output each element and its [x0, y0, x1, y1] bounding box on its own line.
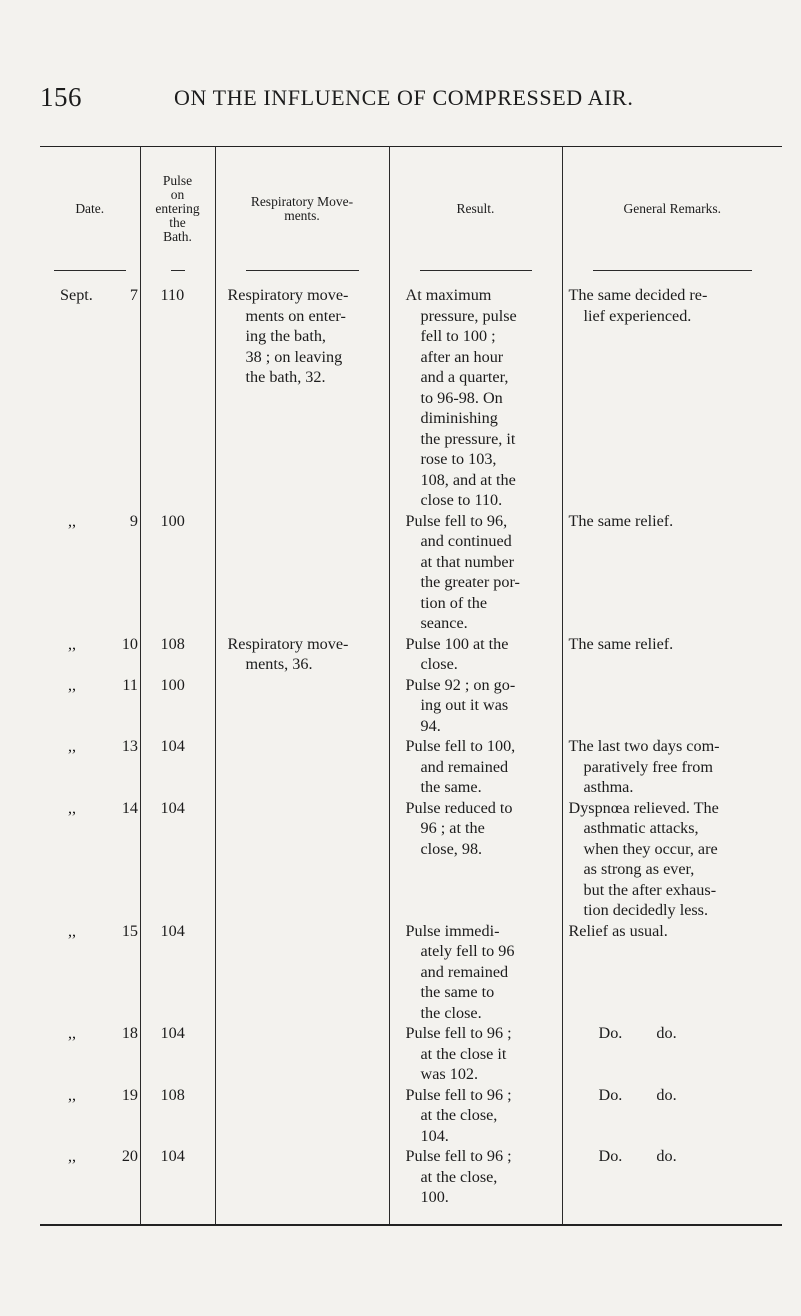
date-month: ,,	[68, 511, 77, 530]
date-cell	[40, 271, 140, 511]
date-day: 18	[121, 1024, 138, 1042]
date-day: 10	[121, 634, 138, 653]
respiratory-cell	[215, 798, 389, 921]
respiratory-line: Respiratory move-	[227, 634, 349, 653]
result-line: 94.	[420, 716, 441, 735]
table-row	[40, 736, 782, 798]
result-line: Pulse fell to 96 ;	[405, 1085, 512, 1104]
table-row	[40, 1085, 782, 1147]
remarks-line: asthma.	[583, 778, 634, 796]
pulse-cell: 100	[140, 511, 215, 634]
result-cell	[389, 634, 562, 675]
date-cell	[40, 1085, 140, 1147]
padding-cell	[40, 1208, 140, 1225]
date-cell	[40, 736, 140, 798]
remarks-line: Relief as usual.	[568, 921, 668, 940]
column-header-result: Result.	[389, 147, 562, 272]
pulse-header-line: Bath.	[163, 229, 192, 244]
respiratory-cell	[215, 271, 389, 511]
result-line: to 96-98. On	[420, 388, 503, 407]
remarks-line: The same relief.	[568, 634, 674, 653]
result-line: at the close,	[420, 1167, 498, 1186]
date-day: 14	[121, 798, 138, 817]
result-line: Pulse fell to 96 ;	[405, 1147, 512, 1165]
respiratory-cell	[215, 675, 389, 737]
result-cell	[389, 798, 562, 921]
padding-cell	[562, 1208, 782, 1225]
remarks-cell: Do. do.	[562, 1146, 782, 1208]
column-header-remarks: General Remarks.	[562, 147, 782, 272]
result-line: the pressure, it	[420, 429, 516, 448]
pulse-cell: 110	[140, 271, 215, 511]
padding-cell	[389, 1208, 562, 1225]
result-line: at that number	[420, 552, 514, 571]
result-line: and remained	[420, 962, 509, 981]
remarks-line: Dyspnœa relieved. The	[568, 798, 719, 817]
result-line: Pulse immedi-	[405, 921, 500, 940]
remarks-cell: Do. do.	[562, 1085, 782, 1147]
date-month: Sept.	[60, 286, 93, 304]
table-row	[40, 798, 782, 921]
remarks-cell	[562, 921, 782, 1024]
result-line: pressure, pulse	[420, 306, 517, 325]
date-cell	[40, 1146, 140, 1208]
remarks-cell	[562, 675, 782, 737]
date-day: 9	[129, 511, 138, 530]
date-month: ,,	[68, 1024, 77, 1042]
respiratory-line: ments on enter-	[245, 306, 346, 325]
remarks-line: but the after exhaus-	[583, 880, 717, 899]
respiratory-line: the bath, 32.	[245, 368, 326, 386]
result-line: close, 98.	[420, 839, 483, 858]
result-cell	[389, 1085, 562, 1147]
remarks-line: asthmatic attacks,	[583, 819, 699, 837]
respiratory-cell	[215, 736, 389, 798]
result-cell	[389, 1146, 562, 1208]
page-number: 156	[40, 82, 82, 112]
remarks-line: tion decidedly less.	[583, 901, 709, 919]
page-header	[0, 82, 801, 122]
result-line: Pulse reduced to	[405, 798, 513, 817]
pulse-cell: 104	[140, 921, 215, 1024]
result-cell	[389, 675, 562, 737]
table-row	[40, 1023, 782, 1085]
remarks-cell: Do. do.	[562, 1023, 782, 1085]
respiratory-line: 38 ; on leaving	[245, 347, 343, 366]
result-line: the greater por-	[420, 573, 520, 591]
result-line: rose to 103,	[420, 450, 497, 468]
padding-cell	[140, 1208, 215, 1225]
date-month: ,,	[68, 1085, 77, 1104]
column-header-pulse	[140, 147, 215, 272]
column-header-respiratory	[215, 147, 389, 272]
remarks-line: The same relief.	[568, 511, 674, 530]
respiratory-cell	[215, 1023, 389, 1085]
padding-cell	[215, 1208, 389, 1225]
respiratory-header-line: ments.	[284, 208, 320, 223]
respiratory-line: Respiratory move-	[227, 286, 349, 304]
result-line: 108, and at the	[420, 470, 516, 489]
date-day: 13	[121, 737, 138, 755]
result-line: at the close,	[420, 1106, 498, 1124]
remarks-line: when they occur, are	[583, 839, 718, 858]
result-line: at the close it	[420, 1044, 507, 1063]
date-cell	[40, 675, 140, 737]
respiratory-cell	[215, 921, 389, 1024]
date-day: 19	[121, 1085, 138, 1104]
result-line: the close.	[420, 1003, 482, 1022]
date-month: ,,	[68, 634, 77, 653]
result-line: the same to	[420, 983, 495, 1001]
respiratory-header-line: Respiratory Move-	[250, 194, 354, 209]
pulse-cell: 104	[140, 798, 215, 921]
table-row	[40, 921, 782, 1024]
table-row	[40, 271, 782, 511]
date-month: ,,	[68, 675, 77, 694]
observations-table	[40, 146, 782, 1226]
running-title: ON THE INFLUENCE OF COMPRESSED AIR.	[174, 85, 634, 110]
result-line: diminishing	[420, 409, 498, 427]
result-line: close to 110.	[420, 491, 503, 509]
respiratory-line: ments, 36.	[245, 655, 313, 673]
pulse-header-line: on	[170, 187, 185, 202]
date-month: ,,	[68, 921, 77, 940]
pulse-cell: 100	[140, 675, 215, 737]
result-line: after an hour	[420, 347, 504, 366]
date-cell	[40, 921, 140, 1024]
date-day: 15	[121, 921, 138, 940]
remarks-cell	[562, 798, 782, 921]
date-cell	[40, 798, 140, 921]
result-line: 100.	[420, 1188, 449, 1206]
date-day: 20	[121, 1147, 138, 1165]
result-line: ately fell to 96	[420, 942, 515, 960]
result-line: and a quarter,	[420, 368, 509, 386]
respiratory-cell	[215, 1146, 389, 1208]
remarks-line: paratively free from	[583, 757, 713, 776]
respiratory-cell	[215, 634, 389, 675]
result-line: 104.	[420, 1126, 449, 1145]
remarks-line: as strong as ever,	[583, 860, 695, 878]
result-cell	[389, 511, 562, 634]
table-bottom-padding	[40, 1208, 782, 1225]
result-line: Pulse 92 ; on go-	[405, 675, 516, 694]
result-line: was 102.	[420, 1065, 479, 1083]
result-line: fell to 100 ;	[420, 327, 496, 345]
remarks-cell	[562, 634, 782, 675]
result-line: 96 ; at the	[420, 819, 485, 837]
column-header-date: Date.	[40, 147, 140, 272]
remarks-line: The same decided re-	[568, 286, 708, 304]
result-line: and continued	[420, 532, 512, 550]
result-line: tion of the	[420, 593, 488, 612]
respiratory-line: ing the bath,	[245, 327, 326, 345]
date-month: ,,	[68, 737, 77, 755]
remarks-cell	[562, 736, 782, 798]
remarks-line: The last two days com-	[568, 737, 720, 755]
result-cell	[389, 271, 562, 511]
result-line: Pulse fell to 100,	[405, 737, 516, 755]
result-line: Pulse 100 at the	[405, 634, 509, 653]
pulse-header-line: the	[169, 215, 186, 230]
date-cell	[40, 1023, 140, 1085]
result-line: Pulse fell to 96,	[405, 511, 508, 530]
respiratory-cell	[215, 511, 389, 634]
result-line: ing out it was	[420, 696, 509, 714]
result-line: close.	[420, 655, 458, 673]
table-row	[40, 511, 782, 634]
remarks-line: lief experienced.	[583, 306, 692, 325]
date-day: 7	[129, 286, 138, 304]
table-row	[40, 675, 782, 737]
result-line: and remained	[420, 757, 509, 776]
remarks-cell	[562, 271, 782, 511]
pulse-header-line: entering	[155, 201, 200, 216]
result-cell	[389, 921, 562, 1024]
table-row	[40, 634, 782, 675]
pulse-header-line: Pulse	[162, 173, 193, 188]
table-row	[40, 1146, 782, 1208]
pulse-cell: 104	[140, 1023, 215, 1085]
date-cell	[40, 511, 140, 634]
date-month: ,,	[68, 798, 77, 817]
date-cell	[40, 634, 140, 675]
result-line: seance.	[420, 614, 468, 632]
date-month: ,,	[68, 1147, 77, 1165]
pulse-cell: 108	[140, 1085, 215, 1147]
table-header-row	[40, 147, 782, 272]
pulse-cell: 108	[140, 634, 215, 675]
pulse-cell: 104	[140, 1146, 215, 1208]
result-line: the same.	[420, 778, 482, 796]
result-cell	[389, 1023, 562, 1085]
result-cell	[389, 736, 562, 798]
respiratory-cell	[215, 1085, 389, 1147]
pulse-cell: 104	[140, 736, 215, 798]
remarks-cell	[562, 511, 782, 634]
date-day: 11	[122, 675, 138, 694]
result-line: At maximum	[405, 286, 492, 304]
result-line: Pulse fell to 96 ;	[405, 1024, 512, 1042]
